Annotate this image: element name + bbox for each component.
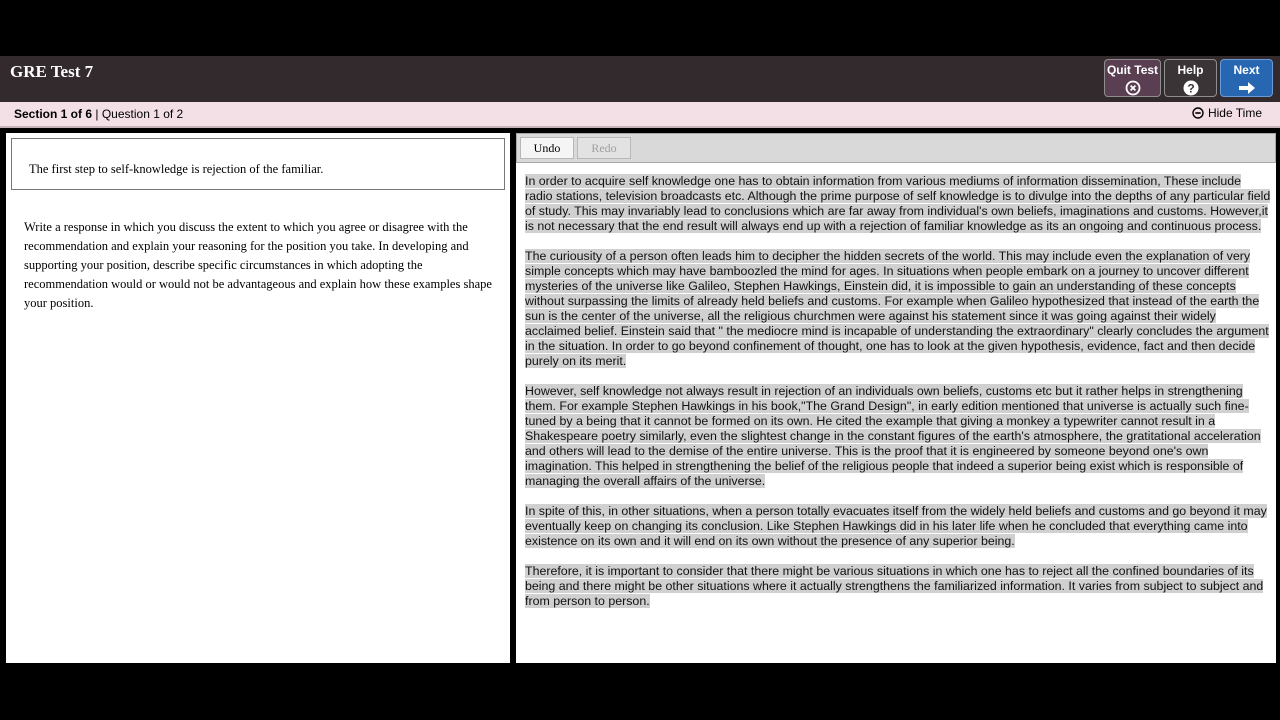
top-toolbar — [0, 56, 1280, 102]
arrow-right-icon — [1238, 80, 1256, 96]
hide-time-toggle[interactable] — [1192, 106, 1262, 120]
essay-paragraph-text: In spite of this, in other situations, when a person totally evacuates itself from the widely held beliefs and customs and go beyond it may eventually keep on changing its conclusion. Like Stephen Hawkings did in his later life when he concluded that everything came into existence on its own and it will end on its own without the presence of any superior being. — [525, 504, 1267, 548]
quit-test-label: Quit Test — [1106, 63, 1159, 77]
next-button[interactable] — [1220, 59, 1273, 97]
section-label: Section 1 of 6 — [14, 107, 93, 121]
next-label: Next — [1233, 63, 1260, 77]
status-bar — [0, 102, 1280, 128]
essay-paragraph — [525, 249, 1271, 369]
prompt-instructions: Write a response in which you discuss the extent to which you agree or disagree with the recommendation and explain your reasoning for the position you take. In developing and supporting your position, describe specific circumstances in which adopting the recommendation would or would not be advantageous and explain how these examples shape your position. — [24, 220, 492, 310]
essay-paragraph-text: The curiousity of a person often leads him to decipher the hidden secrets of the world. This may include even the explanation of very simple concepts which may have bamboozled the mind for ages. In situations when people embark on a journey to uncover different mysteries of the universe like Galileo, Stephen Hawkings, Einstein did, it is impossible to gain an understanding of these concepts without surpassing the limits of already held beliefs and customs. For example when Galileo hypothesized that instead of the earth the sun is the center of the universe, all the religious churchmen were against his statement since it was going against their widely acclaimed belief. Einstein said that " the mediocre mind is incapable of understanding the extraordinary" clearly concludes the argument in the situation. In order to go beyond confinement of thought, one has to look at the given hypothesis, evidence, fact and then decide purely on its merit. — [525, 249, 1269, 368]
essay-paragraph-text: However, self knowledge not always result in rejection of an individuals own beliefs, customs etc but it rather helps in strengthening them. For example Stephen Hawkings in his book,"The Grand Design", in early edition mentioned that universe is actually such fine-tuned by a being that it cannot be formed on its own. He cited the example that giving a monkey a typewriter cannot result in a Shakespeare poetry similarly, even the slightest change in the constant figures of the earth's atmosphere, the gratitational acceleration and others will lead to the demise of the entire universe. This is the proof that it is engineered by someone beyond one's own imagination. This helped in strengthening the belief of the religious people that indeed a superior being exist which is responsible of managing the overall affairs of the universe. — [525, 384, 1261, 488]
essay-textarea[interactable] — [525, 174, 1271, 624]
prompt-pane — [6, 133, 510, 663]
essay-paragraph-text: In order to acquire self knowledge one has to obtain information from various mediums of information dissemination, These include radio stations, television broadcasts etc. Although the prime purpose of self knowledge is to divulge into the depths of any particular field of study. This may invariably lead to conclusions which are far away from individual's own beliefs, imaginations and customs. However,it is not necessary that the end result will always end up with a rejection of familiar knowledge as its an ongoing and continuous process. — [525, 174, 1271, 233]
response-pane — [516, 133, 1276, 663]
separator: | — [95, 107, 99, 121]
help-label: Help — [1177, 63, 1204, 77]
hide-time-label: Hide Time — [1207, 106, 1262, 120]
essay-paragraph — [525, 174, 1271, 234]
question-label: Question 1 of 2 — [101, 107, 184, 121]
help-button[interactable] — [1164, 59, 1217, 97]
svg-text:?: ? — [1186, 81, 1195, 96]
essay-paragraph — [525, 564, 1271, 609]
minus-circle-icon — [1192, 107, 1204, 119]
quit-test-button[interactable] — [1104, 59, 1161, 97]
close-circle-icon — [1125, 80, 1141, 96]
editor-toolbar — [516, 133, 1276, 163]
essay-paragraph-text: Therefore, it is important to consider that there might be various situations in which one has to reject all the confined boundaries of its being and there might be other situations where it actually strengthens the familiarized information. It varies from subject to subject and from person to person. — [525, 564, 1264, 608]
test-title: GRE Test 7 — [10, 62, 94, 81]
undo-button[interactable]: Undo — [520, 137, 574, 159]
prompt-statement: The first step to self-knowledge is rejection of the familiar. — [11, 138, 505, 190]
essay-paragraph — [525, 504, 1271, 549]
redo-button[interactable]: Redo — [577, 137, 631, 159]
question-circle-icon — [1183, 80, 1199, 96]
question-position — [14, 107, 183, 121]
essay-paragraph — [525, 384, 1271, 489]
